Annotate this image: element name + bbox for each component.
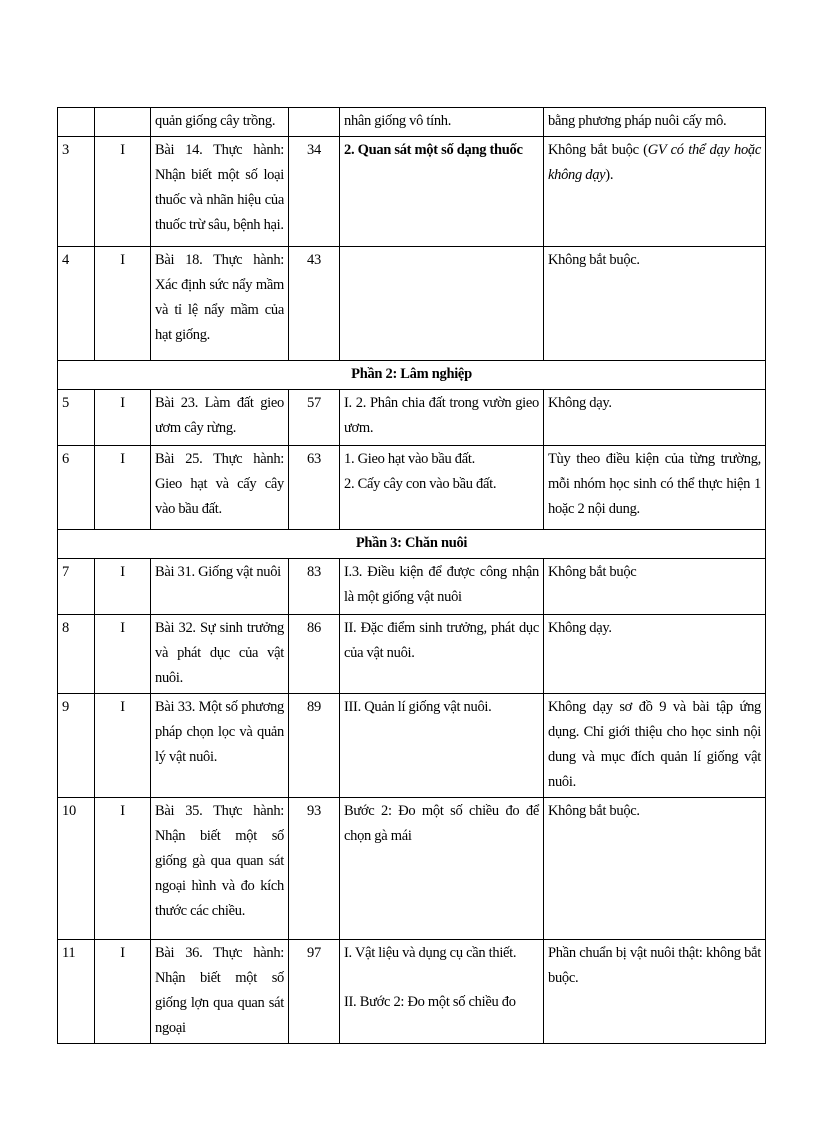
section-header-row — [58, 530, 766, 559]
semester-cell: I — [95, 559, 151, 615]
semester-cell: I — [95, 247, 151, 361]
lesson-cell: quản giống cây trồng. — [151, 108, 289, 137]
content-cell — [340, 446, 544, 530]
content-cell: nhân giống vô tính. — [340, 108, 544, 137]
semester-cell: I — [95, 615, 151, 694]
adjustment-cell: Không bắt buộc. — [544, 798, 766, 940]
adjustment-cell: Không dạy sơ đồ 9 và bài tập ứng dụng. Chỉ giới thiệu cho học sinh nội dung và mục đích quản lí giống vật nuôi. — [544, 694, 766, 798]
semester-cell: I — [95, 446, 151, 530]
table-row — [58, 615, 766, 694]
adjustment-cell: Không bắt buộc — [544, 559, 766, 615]
content-cell: II. Đặc điểm sinh trưởng, phát dục của vật nuôi. — [340, 615, 544, 694]
curriculum-table — [57, 107, 766, 1044]
row-number-cell: 7 — [58, 559, 95, 615]
row-number-cell: 9 — [58, 694, 95, 798]
adjustment-text: Không bắt buộc ( — [548, 142, 648, 158]
period-cell — [289, 108, 340, 137]
lesson-cell: Bài 36. Thực hành: Nhận biết một số giống lợn qua quan sát ngoại — [151, 940, 289, 1044]
lesson-cell: Bài 25. Thực hành: Gieo hạt và cấy cây vào bầu đất. — [151, 446, 289, 530]
content-cell: 2. Quan sát một số dạng thuốc — [340, 137, 544, 247]
adjustment-cell: Không bắt buộc. — [544, 247, 766, 361]
content-line: 2. Cấy cây con vào bầu đất. — [344, 476, 497, 492]
content-line: II. Bước 2: Đo một số chiều đo — [344, 994, 516, 1010]
period-cell: 43 — [289, 247, 340, 361]
row-number-cell — [58, 108, 95, 137]
period-cell: 83 — [289, 559, 340, 615]
row-number-cell: 11 — [58, 940, 95, 1044]
table-row — [58, 247, 766, 361]
content-cell: III. Quản lí giống vật nuôi. — [340, 694, 544, 798]
row-number-cell: 10 — [58, 798, 95, 940]
table-row — [58, 694, 766, 798]
period-cell: 89 — [289, 694, 340, 798]
row-number-cell: 8 — [58, 615, 95, 694]
row-number-cell: 5 — [58, 390, 95, 446]
content-cell — [340, 940, 544, 1044]
period-cell: 86 — [289, 615, 340, 694]
adjustment-cell: Phần chuẩn bị vật nuôi thật: không bắt buộc. — [544, 940, 766, 1044]
content-cell — [340, 247, 544, 361]
lesson-cell: Bài 32. Sự sinh trưởng và phát dục của vật nuôi. — [151, 615, 289, 694]
table-row — [58, 108, 766, 137]
content-line: I. Vật liệu và dụng cụ cần thiết. — [344, 945, 517, 961]
section-title: Phần 3: Chăn nuôi — [58, 530, 766, 559]
section-title: Phần 2: Lâm nghiệp — [58, 361, 766, 390]
adjustment-cell: Tùy theo điều kiện của từng trường, mỗi nhóm học sinh có thể thực hiện 1 hoặc 2 nội dung. — [544, 446, 766, 530]
lesson-cell: Bài 31. Giống vật nuôi — [151, 559, 289, 615]
adjustment-cell: Không dạy. — [544, 615, 766, 694]
table-row — [58, 940, 766, 1044]
adjustment-cell: bằng phương pháp nuôi cấy mô. — [544, 108, 766, 137]
semester-cell: I — [95, 390, 151, 446]
table-row — [58, 390, 766, 446]
content-cell: Bước 2: Đo một số chiều đo để chọn gà mái — [340, 798, 544, 940]
row-number-cell: 6 — [58, 446, 95, 530]
table-row — [58, 137, 766, 247]
semester-cell: I — [95, 798, 151, 940]
row-number-cell: 3 — [58, 137, 95, 247]
lesson-cell: Bài 35. Thực hành: Nhận biết một số giống gà qua quan sát ngoại hình và đo kích thước các chiều. — [151, 798, 289, 940]
semester-cell: I — [95, 940, 151, 1044]
semester-cell: I — [95, 694, 151, 798]
section-header-row — [58, 361, 766, 390]
period-cell: 93 — [289, 798, 340, 940]
row-number-cell: 4 — [58, 247, 95, 361]
table-row — [58, 798, 766, 940]
semester-cell: I — [95, 137, 151, 247]
period-cell: 57 — [289, 390, 340, 446]
lesson-cell: Bài 18. Thực hành: Xác định sức nẩy mầm và tỉ lệ nẩy mầm của hạt giống. — [151, 247, 289, 361]
adjustment-tail: ). — [605, 167, 614, 183]
table-row — [58, 559, 766, 615]
adjustment-cell — [544, 137, 766, 247]
lesson-cell: Bài 23. Làm đất gieo ươm cây rừng. — [151, 390, 289, 446]
adjustment-cell: Không dạy. — [544, 390, 766, 446]
table-row — [58, 446, 766, 530]
adjustment-note: GV có thể dạy hoặc không dạy — [548, 142, 761, 183]
content-spacer — [344, 966, 539, 990]
semester-cell — [95, 108, 151, 137]
period-cell: 34 — [289, 137, 340, 247]
period-cell: 63 — [289, 446, 340, 530]
content-cell: I. 2. Phân chia đất trong vườn gieo ươm. — [340, 390, 544, 446]
lesson-cell: Bài 14. Thực hành: Nhận biết một số loại thuốc và nhãn hiệu của thuốc trừ sâu, bệnh hại. — [151, 137, 289, 247]
content-cell: I.3. Điều kiện để được công nhận là một giống vật nuôi — [340, 559, 544, 615]
lesson-cell: Bài 33. Một số phương pháp chọn lọc và quản lý vật nuôi. — [151, 694, 289, 798]
content-line: 1. Gieo hạt vào bầu đất. — [344, 451, 475, 467]
period-cell: 97 — [289, 940, 340, 1044]
